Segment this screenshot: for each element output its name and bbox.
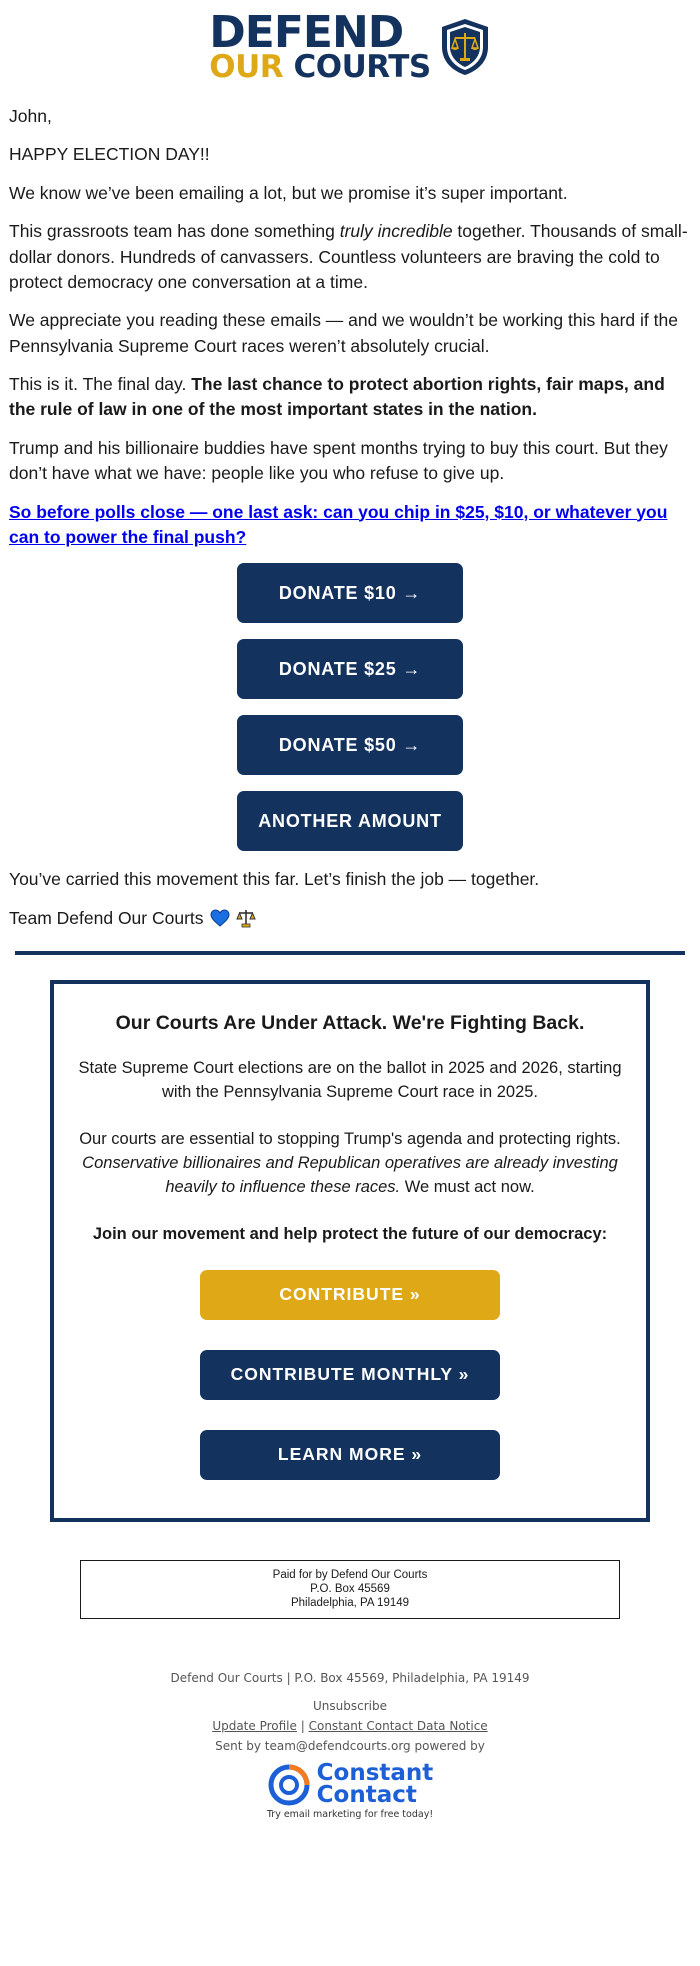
grassroots-text-end: together. Thousands of small-dollar donors. Hundreds of canvassers. Countless volunteers are braving the cold to protect democracy one conversation at a time. xyxy=(9,221,688,292)
box-title: Our Courts Are Under Attack. We're Fighting Back. xyxy=(115,1012,585,1034)
greeting: John, xyxy=(9,106,52,126)
logo-wordmark xyxy=(209,7,431,86)
grassroots-emphasis: truly incredible xyxy=(339,221,453,242)
footer-unsubscribe-row xyxy=(0,1699,700,1713)
section-divider xyxy=(15,951,685,955)
logo-line-defend: DEFEND xyxy=(209,7,404,58)
paid-for-line: Paid for by Defend Our Courts xyxy=(272,1568,428,1581)
final-day-bold: The last chance to protect abortion rights, fair maps, and the rule of law in one of the most important states in the nation. xyxy=(9,374,665,420)
donate-50-button[interactable]: DONATE $50 → xyxy=(237,715,463,775)
email-body xyxy=(0,95,700,931)
box-buttons xyxy=(78,1270,622,1480)
unsubscribe-link[interactable]: Unsubscribe xyxy=(313,1698,387,1713)
donate-25-button[interactable]: DONATE $25 → xyxy=(237,639,463,699)
footer-links-row xyxy=(0,1719,700,1733)
shield-scales-icon xyxy=(439,17,491,77)
box-essential-end: We must act now. xyxy=(400,1177,535,1196)
contribute-monthly-button[interactable]: CONTRIBUTE MONTHLY » xyxy=(200,1350,500,1400)
another-amount-button[interactable]: ANOTHER AMOUNT xyxy=(237,791,463,851)
blue-heart-icon xyxy=(210,909,230,927)
cc-tagline: Try email marketing for free today! xyxy=(266,1808,434,1820)
paragraph-final-day xyxy=(9,372,691,423)
constant-contact-icon xyxy=(267,1763,311,1807)
constant-contact-logo[interactable] xyxy=(0,1759,700,1808)
data-notice-link[interactable]: Constant Contact Data Notice xyxy=(308,1718,488,1733)
closing-line: You’ve carried this movement this far. Let’s finish the job — together. xyxy=(9,869,540,890)
paragraph-appreciate: We appreciate you reading these emails — and we wouldn’t be working this hard if the Pennsylvania Supreme Court races weren’t absolutely crucial. xyxy=(9,310,678,356)
scales-icon xyxy=(236,908,256,928)
box-join-line: Join our movement and help protect the future of our democracy: xyxy=(92,1224,608,1243)
email-footer xyxy=(0,1671,700,1820)
sent-by-line: Sent by team@defendcourts.org powered by xyxy=(215,1738,485,1753)
logo-word-our: OUR xyxy=(209,49,284,86)
update-profile-link[interactable]: Update Profile xyxy=(212,1718,297,1733)
chip-in-link[interactable]: So before polls close — one last ask: can you chip in $25, $10, or whatever you can to power the final push? xyxy=(9,501,668,547)
cc-line-contact: Contact xyxy=(316,1781,417,1808)
logo-line-our-courts xyxy=(209,49,431,86)
constant-contact-wordmark xyxy=(316,1759,434,1808)
election-day-line: HAPPY ELECTION DAY!! xyxy=(9,144,210,165)
courts-under-attack-box xyxy=(50,980,650,1522)
box-essential-emphasis: Conservative billionaires and Republican operatives are already investing heavily to influence these races. xyxy=(82,1153,618,1196)
footer-separator: | xyxy=(300,1718,305,1733)
paragraph-emailing: We know we’ve been emailing a lot, but we promise it’s super important. xyxy=(9,182,568,203)
contribute-button[interactable]: CONTRIBUTE » xyxy=(200,1270,500,1320)
paragraph-trump: Trump and his billionaire buddies have spent months trying to buy this court. But they don’t have what we have: people like you who refuse to give up. xyxy=(9,437,668,484)
donate-buttons xyxy=(9,563,691,851)
logo-word-courts: COURTS xyxy=(293,49,431,86)
defend-our-courts-logo[interactable] xyxy=(209,7,490,86)
signature xyxy=(9,906,691,931)
donate-10-button[interactable]: DONATE $10 → xyxy=(237,563,463,623)
grassroots-text-start: This grassroots team has done something xyxy=(9,221,340,242)
paragraph-grassroots xyxy=(9,219,691,295)
final-day-text: This is it. The final day. xyxy=(9,374,192,394)
cc-line-constant: Constant xyxy=(316,1759,434,1786)
header xyxy=(0,0,700,95)
box-paragraph-elections: State Supreme Court elections are on the ballot in 2025 and 2026, starting with the Pennsylvania Supreme Court race in 2025. xyxy=(78,1059,622,1101)
box-paragraph-essential xyxy=(78,1128,622,1200)
box-essential-text: Our courts are essential to stopping Trump's agenda and protecting rights. xyxy=(79,1129,621,1148)
footer-address: Defend Our Courts | P.O. Box 45569, Philadelphia, PA 19149 xyxy=(170,1670,530,1685)
paid-for-disclaimer xyxy=(80,1560,620,1619)
signature-name: Team Defend Our Courts xyxy=(9,907,204,928)
paid-for-po-box: P.O. Box 45569 xyxy=(310,1582,390,1595)
paid-for-city: Philadelphia, PA 19149 xyxy=(290,1597,410,1610)
learn-more-button[interactable]: LEARN MORE » xyxy=(200,1430,500,1480)
